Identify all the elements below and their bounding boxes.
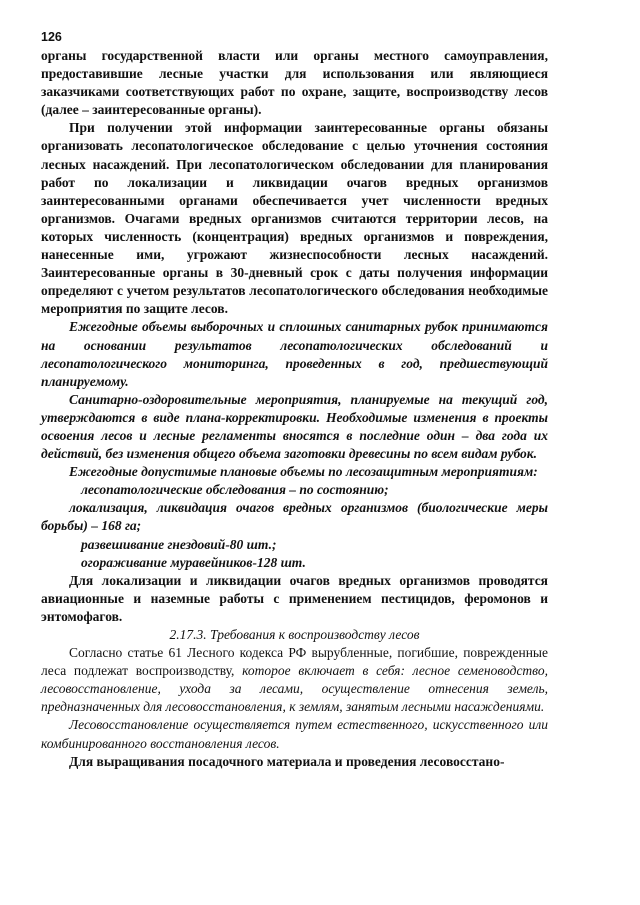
page-number: 126 xyxy=(41,30,62,44)
list-item-3: развешивание гнездовий-80 шт.; xyxy=(81,536,277,552)
paragraph-6: Для локализации и ликвидации очагов вредных организмов проводятся авиационные и наземные работы с применением пестицидов, феромонов и энтомофагов. xyxy=(41,572,548,624)
list-item-1: лесопатологические обследования – по состоянию; xyxy=(81,482,389,498)
paragraph-7-tail: которое включает в себя: лесное семеноводство, лесовосстановление, ухода за лесами, осуществление отнесения земель, предназначенных для лесовосстановления, к землям, занятым лесными насаждениями. xyxy=(41,663,548,715)
section-heading: 2.17.3. Требования к воспроизводству лесов xyxy=(169,627,420,642)
paragraph-3: Ежегодные объемы выборочных и сплошных санитарных рубок принимаются на основании результатов лесопатологических обследований и лесопатологического мониторинга, проведенных в год, предшествующий планируемому. xyxy=(41,319,548,389)
paragraph-1: органы государственной власти или органы местного самоуправления, предоставившие лесные участки для использования или являющиеся заказчиками соответствующих работ по охране, защите, воспроизводству лесов (далее – заинтересованные органы). xyxy=(41,48,548,118)
page-body xyxy=(41,47,548,771)
list-item-4: огораживание муравейников-128 шт. xyxy=(81,554,306,570)
paragraph-7 xyxy=(41,644,548,716)
paragraph-8: Лесовосстановление осуществляется путем естественного, искусственного или комбинированного восстановления лесов. xyxy=(41,717,548,751)
paragraph-2: При получении этой информации заинтересованные органы обязаны организовать лесопатологическое обследование с целью уточнения состояния лесных насаждений. При лесопатологическом обследовании для планирования работ по локализации и ликвидации очагов вредных организмов заинтересованными органами обеспечивается учет численности вредных организмов. Очагами вредных организмов считаются территории лесов, на которых численность (концентрация) вредных организмов и повреждения, нанесенные ими, угрожают жизнеспособности лесных насаждений. Заинтересованные органы в 30-дневный срок с даты получения информации определяют с учетом результатов лесопатологического обследования необходимые мероприятия по защите лесов. xyxy=(41,120,548,317)
paragraph-4: Санитарно-оздоровительные мероприятия, планируемые на текущий год, утверждаются в виде плана-корректировки. Необходимые изменения в проекты освоения лесов и лесные регламенты вносятся в последние один – два года их действий, без изменения общего объема заготовки древесины по всем видам рубок. xyxy=(41,391,548,462)
paragraph-9: Для выращивания посадочного материала и проведения лесовосстано- xyxy=(69,753,505,769)
paragraph-5: Ежегодные допустимые плановые объемы по лесозащитным мероприятиям: xyxy=(69,464,538,480)
paragraph-7-lead: Согласно статье 61 Лесного кодекса РФ вырубленные, погибшие, поврежденные леса подлежат воспроизводству, xyxy=(41,645,548,679)
list-item-2: локализация, ликвидация очагов вредных организмов (биологические меры борьбы) – 168 га; xyxy=(41,500,548,534)
